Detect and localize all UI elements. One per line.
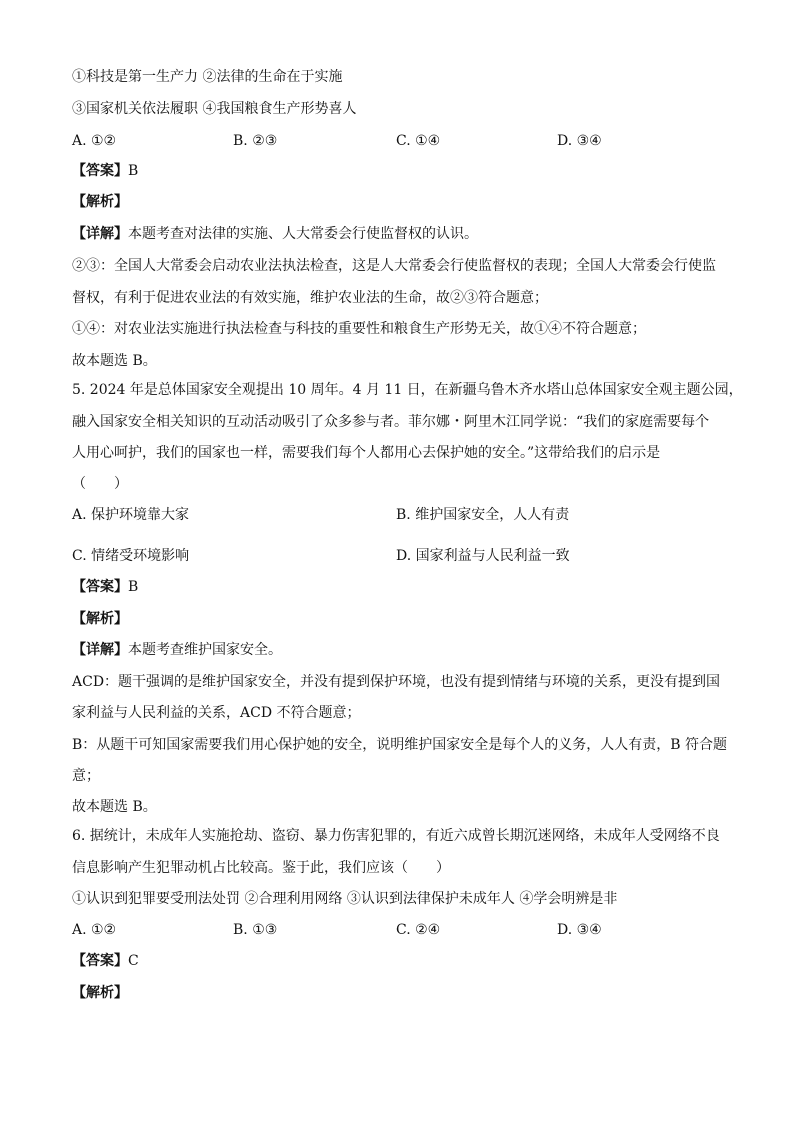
q4-explain-1a: ②③：全国人大常委会启动农业法执法检查，这是人大常委会行使监督权的表现；全国人大常委会行使监	[72, 258, 716, 274]
q4-items-line-1: ①科技是第一生产力 ②法律的生命在于实施	[72, 69, 343, 85]
q5-option-b: B. 维护国家安全，人人有责	[396, 507, 570, 523]
answer-label: 【答案】	[72, 163, 128, 179]
q5-stem-3: 人用心呵护，我们的国家也一样，需要我们每个人都用心去保护她的安全。”这带给我们的启示是	[72, 445, 661, 461]
q5-analysis-label	[72, 609, 128, 629]
q6-items: ①认识到犯罪要受刑法处罚 ②合理利用网络 ③认识到法律保护未成年人 ④学会明辨是非	[72, 891, 618, 907]
q6-answer	[72, 951, 139, 971]
q5-explain-2a: B：从题干可知国家需要我们用心保护她的安全，说明维护国家安全是每个人的义务，人人有责，B 符合题	[72, 737, 728, 753]
q6-stem-1: 6. 据统计，未成年人实施抢劫、盗窃、暴力伤害犯罪的，有近六成曾长期沉迷网络，未成年人受网络不良	[72, 828, 720, 844]
q6-option-c: C. ②④	[396, 922, 441, 938]
analysis-label: 【解析】	[72, 985, 128, 1001]
q5-stem-2: 融入国家安全相关知识的互动活动吸引了众多参与者。菲尔娜・阿里木江同学说：“我们的家庭需要每个	[72, 414, 710, 430]
q5-stem-1: 5. 2024 年是总体国家安全观提出 10 周年。4 月 11 日，在新疆乌鲁木齐水塔山总体国家安全观主题公园，	[72, 382, 743, 398]
q4-option-c: C. ①④	[396, 133, 441, 149]
q5-detail	[72, 640, 282, 660]
q5-stem-4: （ ）	[72, 476, 128, 492]
q4-analysis-label	[72, 192, 128, 212]
q4-option-d: D. ③④	[557, 133, 602, 149]
analysis-label: 【解析】	[72, 611, 128, 627]
q4-items-line-2: ③国家机关依法履职 ④我国粮食生产形势喜人	[72, 101, 357, 117]
answer-value: B	[128, 163, 139, 179]
answer-label: 【答案】	[72, 953, 128, 969]
q5-conclusion: 故本题选 B。	[72, 799, 157, 815]
q5-explain-1b: 家利益与人民利益的关系，ACD 不符合题意；	[72, 705, 361, 721]
q6-option-b: B. ①③	[233, 922, 278, 938]
detail-label: 【详解】	[72, 226, 128, 242]
q4-option-a: A. ①②	[72, 133, 117, 149]
answer-label: 【答案】	[72, 579, 128, 595]
q6-option-a: A. ①②	[72, 922, 117, 938]
detail-label: 【详解】	[72, 642, 128, 658]
answer-value: B	[128, 579, 139, 595]
q4-conclusion: 故本题选 B。	[72, 353, 157, 369]
q5-option-c: C. 情绪受环境影响	[72, 548, 190, 564]
analysis-label: 【解析】	[72, 194, 128, 210]
detail-text: 本题考查维护国家安全。	[128, 642, 282, 658]
q4-answer	[72, 161, 138, 181]
answer-value: C	[128, 953, 139, 969]
q4-detail	[72, 224, 478, 244]
q5-option-a: A. 保护环境靠大家	[72, 507, 190, 523]
q6-analysis-label	[72, 983, 128, 1003]
q6-option-d: D. ③④	[557, 922, 602, 938]
q5-explain-1a: ACD：题干强调的是维护国家安全，并没有提到保护环境，也没有提到情绪与环境的关系，更没有提到国	[72, 674, 721, 690]
q6-stem-2: 信息影响产生犯罪动机占比较高。鉴于此，我们应该（ ）	[72, 860, 450, 876]
q5-answer	[72, 577, 138, 597]
q5-option-d: D. 国家利益与人民利益一致	[396, 548, 570, 564]
q4-option-b: B. ②③	[233, 133, 278, 149]
q5-explain-2b: 意；	[72, 768, 100, 784]
detail-text: 本题考查对法律的实施、人大常委会行使监督权的认识。	[128, 226, 478, 242]
q4-explain-1b: 督权，有利于促进农业法的有效实施，维护农业法的生命，故②③符合题意；	[72, 290, 548, 306]
q4-explain-2: ①④：对农业法实施进行执法检查与科技的重要性和粮食生产形势无关，故①④不符合题意；	[72, 321, 646, 337]
